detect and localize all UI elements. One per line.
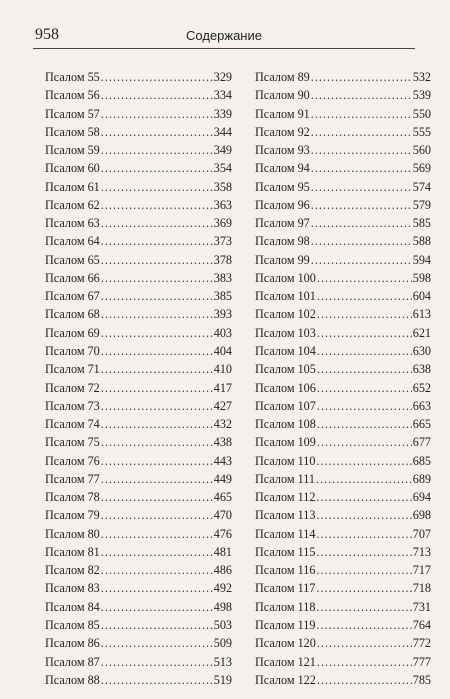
toc-entry: [45, 563, 232, 581]
toc-entry-page: 663: [412, 398, 431, 413]
toc-entry-page: 449: [213, 471, 232, 486]
toc-entry-label: Псалом 78: [45, 490, 100, 505]
dot-leader: [316, 618, 411, 633]
dot-leader: [101, 234, 213, 249]
toc-entry: [255, 125, 431, 143]
dot-leader: [101, 143, 213, 158]
toc-entry: [255, 399, 431, 417]
toc-entry: [45, 125, 232, 143]
toc-entry-label: Псалом 118: [255, 599, 316, 614]
dot-leader: [316, 527, 411, 542]
toc-entry-label: Псалом 69: [45, 325, 100, 340]
toc-entry-page: 665: [412, 417, 431, 432]
toc-entry-label: Псалом 99: [255, 252, 310, 267]
toc-entry-label: Псалом 102: [255, 307, 316, 322]
toc-entry: [45, 234, 232, 252]
toc-entry-page: 383: [213, 270, 232, 285]
toc-entry: [45, 581, 232, 599]
dot-leader: [101, 180, 213, 195]
toc-entry: [45, 271, 232, 289]
toc-entry-page: 373: [213, 234, 232, 249]
dot-leader: [311, 180, 412, 195]
toc-entry-label: Псалом 84: [45, 599, 100, 614]
toc-entry-label: Псалом 68: [45, 307, 100, 322]
page-number: 958: [35, 26, 59, 43]
dot-leader: [101, 508, 213, 523]
toc-entry: [255, 161, 431, 179]
dot-leader: [101, 107, 213, 122]
toc-entry-label: Псалом 109: [255, 435, 316, 450]
toc-entry: [45, 180, 232, 198]
toc-entry: [45, 636, 232, 654]
toc-entry: [255, 581, 431, 599]
toc-entry: [255, 198, 431, 216]
toc-entry-page: 481: [213, 544, 232, 559]
toc-entry: [255, 253, 431, 271]
toc-entry-page: 569: [412, 161, 431, 176]
toc-entry-page: 492: [213, 581, 232, 596]
dot-leader: [311, 143, 412, 158]
toc-entry-label: Псалом 107: [255, 398, 316, 413]
toc-entry-page: 579: [412, 197, 431, 212]
dot-leader: [316, 454, 411, 469]
dot-leader: [101, 399, 213, 414]
toc-entry-label: Псалом 115: [255, 544, 316, 559]
toc-entry-label: Псалом 55: [45, 70, 100, 84]
dot-leader: [317, 344, 412, 359]
toc-entry-page: 519: [213, 672, 232, 687]
dot-leader: [101, 673, 213, 688]
toc-entry: [255, 289, 431, 307]
dot-leader: [317, 636, 412, 651]
toc-entry-label: Псалом 57: [45, 106, 100, 121]
toc-entry-page: 560: [412, 143, 431, 158]
toc-entry-page: 638: [412, 362, 431, 377]
toc-entry-label: Псалом 98: [255, 234, 310, 249]
toc-entry-label: Псалом 87: [45, 654, 100, 669]
dot-leader: [101, 70, 213, 85]
toc-entry: [45, 88, 232, 106]
toc-entry: [255, 234, 431, 252]
toc-entry-page: 772: [412, 636, 431, 651]
toc-entry-label: Псалом 121: [255, 654, 316, 669]
toc-entry-label: Псалом 104: [255, 343, 316, 358]
toc-entry-label: Псалом 58: [45, 124, 100, 139]
toc-entry-page: 731: [412, 599, 431, 614]
toc-entry-page: 329: [213, 70, 232, 84]
dot-leader: [101, 527, 213, 542]
toc-entry: [255, 381, 431, 399]
toc-entry-label: Псалом 108: [255, 417, 316, 432]
toc-entry-page: 404: [213, 343, 232, 358]
toc-entry-page: 358: [213, 179, 232, 194]
dot-leader: [317, 673, 412, 688]
toc-entry-page: 378: [213, 252, 232, 267]
dot-leader: [101, 253, 213, 268]
toc-entry-page: 513: [213, 654, 232, 669]
page-header: [33, 20, 415, 49]
toc-entry: [255, 70, 431, 88]
dot-leader: [317, 417, 412, 432]
toc-entry-page: 713: [412, 544, 431, 559]
dot-leader: [101, 600, 213, 615]
dot-leader: [316, 545, 411, 560]
toc-entry-label: Псалом 65: [45, 252, 100, 267]
toc-entry: [45, 399, 232, 417]
toc-entry: [45, 107, 232, 125]
toc-entry: [255, 527, 431, 545]
toc-entry: [45, 344, 232, 362]
toc-entry: [255, 472, 431, 490]
dot-leader: [311, 253, 412, 268]
dot-leader: [101, 271, 213, 286]
toc-entry: [45, 508, 232, 526]
toc-entry: [45, 253, 232, 271]
toc-entry-page: 363: [213, 197, 232, 212]
toc-entry: [45, 289, 232, 307]
toc-entry-page: 717: [412, 563, 431, 578]
dot-leader: [316, 563, 411, 578]
toc-entry: [45, 454, 232, 472]
dot-leader: [317, 307, 412, 322]
toc-entry-label: Псалом 71: [45, 362, 100, 377]
toc-entry-page: 438: [213, 435, 232, 450]
toc-entry-label: Псалом 73: [45, 398, 100, 413]
toc-entry: [255, 563, 431, 581]
toc-entry-label: Псалом 106: [255, 380, 316, 395]
toc-entry: [45, 527, 232, 545]
dot-leader: [311, 234, 412, 249]
dot-leader: [101, 161, 213, 176]
dot-leader: [101, 636, 213, 651]
dot-leader: [101, 307, 213, 322]
toc-entry: [45, 673, 232, 691]
dot-leader: [101, 490, 213, 505]
dot-leader: [101, 563, 213, 578]
dot-leader: [101, 581, 213, 596]
toc-entry: [45, 143, 232, 161]
toc-entry: [255, 271, 431, 289]
dot-leader: [316, 581, 411, 596]
toc-entry-label: Псалом 70: [45, 343, 100, 358]
dot-leader: [101, 655, 213, 670]
toc-entry: [255, 673, 431, 691]
dot-leader: [101, 198, 213, 213]
toc-entry-label: Псалом 111: [255, 471, 315, 486]
toc-entry-page: 432: [213, 417, 232, 432]
toc-entry-page: 707: [412, 526, 431, 541]
toc-entry-label: Псалом 100: [255, 270, 316, 285]
dot-leader: [101, 435, 213, 450]
toc-entry-page: 486: [213, 563, 232, 578]
dot-leader: [311, 88, 412, 103]
toc-entry: [255, 417, 431, 435]
toc-entry-page: 550: [412, 106, 431, 121]
dot-leader: [101, 125, 213, 140]
toc-entry: [45, 600, 232, 618]
dot-leader: [311, 70, 412, 85]
toc-entry-label: Псалом 79: [45, 508, 100, 523]
toc-entry-label: Псалом 119: [255, 617, 316, 632]
toc-entry-label: Псалом 59: [45, 143, 100, 158]
toc-entry-label: Псалом 122: [255, 672, 316, 687]
toc-entry-label: Псалом 96: [255, 197, 310, 212]
dot-leader: [101, 417, 213, 432]
dot-leader: [317, 399, 412, 414]
toc-entry-page: 621: [412, 325, 431, 340]
toc-entry-label: Псалом 94: [255, 161, 310, 176]
toc-entry-label: Псалом 97: [255, 216, 310, 231]
toc-entry-page: 503: [213, 617, 232, 632]
toc-entry-label: Псалом 114: [255, 526, 316, 541]
toc-entry-page: 509: [213, 636, 232, 651]
toc-entry: [45, 417, 232, 435]
dot-leader: [316, 508, 411, 523]
toc-entry-page: 403: [213, 325, 232, 340]
toc-entry: [255, 326, 431, 344]
toc-entry: [45, 161, 232, 179]
toc-entry: [255, 180, 431, 198]
toc-entry-label: Псалом 86: [45, 636, 100, 651]
toc-entry: [255, 344, 431, 362]
toc-entry-page: 588: [412, 234, 431, 249]
dot-leader: [317, 289, 412, 304]
toc-entry-label: Псалом 60: [45, 161, 100, 176]
dot-leader: [317, 326, 412, 341]
dot-leader: [101, 344, 213, 359]
toc-entry-page: 598: [412, 270, 431, 285]
toc-entry-page: 427: [213, 398, 232, 413]
dot-leader: [101, 88, 213, 103]
dot-leader: [101, 618, 213, 633]
toc-entry-page: 604: [412, 289, 431, 304]
dot-leader: [317, 435, 412, 450]
dot-leader: [317, 362, 412, 377]
toc-entry-page: 718: [412, 581, 431, 596]
toc-entry-page: 369: [213, 216, 232, 231]
toc-entry: [255, 362, 431, 380]
toc-entry: [255, 600, 431, 618]
toc-entry: [255, 88, 431, 106]
toc-entry-page: 385: [213, 289, 232, 304]
toc-entry: [45, 618, 232, 636]
toc-right-column: [255, 70, 431, 691]
dot-leader: [316, 600, 411, 615]
dot-leader: [316, 490, 411, 505]
toc-entry-page: 349: [213, 143, 232, 158]
toc-entry: [45, 198, 232, 216]
dot-leader: [311, 198, 412, 213]
toc-entry-label: Псалом 77: [45, 471, 100, 486]
toc-entry: [255, 618, 431, 636]
toc-entry-label: Псалом 92: [255, 124, 310, 139]
toc-entry: [255, 216, 431, 234]
toc-entry-label: Псалом 75: [45, 435, 100, 450]
dot-leader: [316, 472, 412, 487]
toc-entry-page: 465: [213, 490, 232, 505]
toc-entry-page: 498: [213, 599, 232, 614]
toc-entry: [45, 70, 232, 88]
dot-leader: [311, 161, 412, 176]
toc-entry-label: Псалом 103: [255, 325, 316, 340]
toc-entry-page: 339: [213, 106, 232, 121]
dot-leader: [311, 107, 412, 122]
toc-entry-label: Псалом 112: [255, 490, 316, 505]
toc-entry: [255, 545, 431, 563]
toc-entry-label: Псалом 61: [45, 179, 100, 194]
toc-entry: [45, 655, 232, 673]
running-title: Содержание: [186, 28, 262, 43]
dot-leader: [317, 655, 412, 670]
toc-entry: [45, 545, 232, 563]
toc-entry-label: Псалом 64: [45, 234, 100, 249]
toc-entry-page: 694: [412, 490, 431, 505]
toc-entry-label: Псалом 93: [255, 143, 310, 158]
toc-entry-page: 764: [412, 617, 431, 632]
toc-entry-label: Псалом 81: [45, 544, 100, 559]
toc-entry: [255, 107, 431, 125]
toc-entry-page: 532: [412, 70, 431, 84]
toc-entry-label: Псалом 101: [255, 289, 316, 304]
dot-leader: [101, 472, 213, 487]
toc-entry-label: Псалом 83: [45, 581, 100, 596]
toc-entry: [45, 362, 232, 380]
toc-entry-label: Псалом 120: [255, 636, 316, 651]
toc-entry-page: 685: [412, 453, 431, 468]
toc-entry-page: 594: [412, 252, 431, 267]
toc-entry-page: 334: [213, 88, 232, 103]
toc-entry-page: 613: [412, 307, 431, 322]
dot-leader: [101, 216, 213, 231]
toc-entry: [255, 435, 431, 453]
toc-entry-label: Псалом 91: [255, 106, 310, 121]
toc-entry-page: 410: [213, 362, 232, 377]
toc-entry: [45, 490, 232, 508]
toc-entry: [45, 435, 232, 453]
toc-entry-label: Псалом 66: [45, 270, 100, 285]
toc-entry-label: Псалом 76: [45, 453, 100, 468]
toc-entry-page: 354: [213, 161, 232, 176]
toc-entry-label: Псалом 80: [45, 526, 100, 541]
toc-entry: [45, 216, 232, 234]
toc-entry-page: 689: [412, 471, 431, 486]
toc-entry-page: 785: [412, 672, 431, 687]
toc-entry-label: Псалом 95: [255, 179, 310, 194]
toc-entry-label: Псалом 89: [255, 70, 310, 84]
dot-leader: [101, 454, 213, 469]
toc-entry-label: Псалом 105: [255, 362, 316, 377]
toc-entry-label: Псалом 74: [45, 417, 100, 432]
toc-entry-page: 677: [412, 435, 431, 450]
toc-entry: [45, 381, 232, 399]
toc-entry: [255, 490, 431, 508]
dot-leader: [311, 216, 412, 231]
dot-leader: [101, 381, 213, 396]
toc-entry-label: Псалом 82: [45, 563, 100, 578]
toc-entry-label: Псалом 116: [255, 563, 316, 578]
toc-entry-page: 476: [213, 526, 232, 541]
toc-entry-page: 777: [412, 654, 431, 669]
toc-entry: [255, 636, 431, 654]
toc-entry-label: Псалом 88: [45, 672, 100, 687]
dot-leader: [101, 326, 213, 341]
toc-entry-label: Псалом 62: [45, 197, 100, 212]
toc-entry-page: 574: [412, 179, 431, 194]
toc-entry: [45, 472, 232, 490]
toc-entry-page: 585: [412, 216, 431, 231]
toc-entry: [45, 326, 232, 344]
toc-entry: [255, 508, 431, 526]
toc-entry-page: 470: [213, 508, 232, 523]
toc-entry: [255, 655, 431, 673]
toc-entry-page: 393: [213, 307, 232, 322]
toc-entry-page: 555: [412, 124, 431, 139]
dot-leader: [317, 271, 412, 286]
dot-leader: [317, 381, 412, 396]
toc-entry-label: Псалом 113: [255, 508, 316, 523]
toc-entry-page: 698: [412, 508, 431, 523]
toc-entry: [255, 307, 431, 325]
toc-left-column: [45, 70, 232, 691]
dot-leader: [311, 125, 412, 140]
toc-entry-page: 630: [412, 343, 431, 358]
toc-entry-label: Псалом 85: [45, 617, 100, 632]
toc-entry-label: Псалом 63: [45, 216, 100, 231]
toc-entry-label: Псалом 67: [45, 289, 100, 304]
toc-entry-label: Псалом 72: [45, 380, 100, 395]
dot-leader: [101, 362, 213, 377]
toc-entry: [45, 307, 232, 325]
toc-entry-page: 443: [213, 453, 232, 468]
toc-entry-page: 417: [213, 380, 232, 395]
toc-entry-label: Псалом 90: [255, 88, 310, 103]
dot-leader: [101, 545, 213, 560]
toc-entry-page: 652: [412, 380, 431, 395]
toc-entry-page: 539: [412, 88, 431, 103]
toc-entry: [255, 454, 431, 472]
toc-entry-label: Псалом 56: [45, 88, 100, 103]
toc-entry-label: Псалом 110: [255, 453, 316, 468]
toc-entry-label: Псалом 117: [255, 581, 316, 596]
dot-leader: [101, 289, 213, 304]
toc-entry-page: 344: [213, 124, 232, 139]
toc-entry: [255, 143, 431, 161]
